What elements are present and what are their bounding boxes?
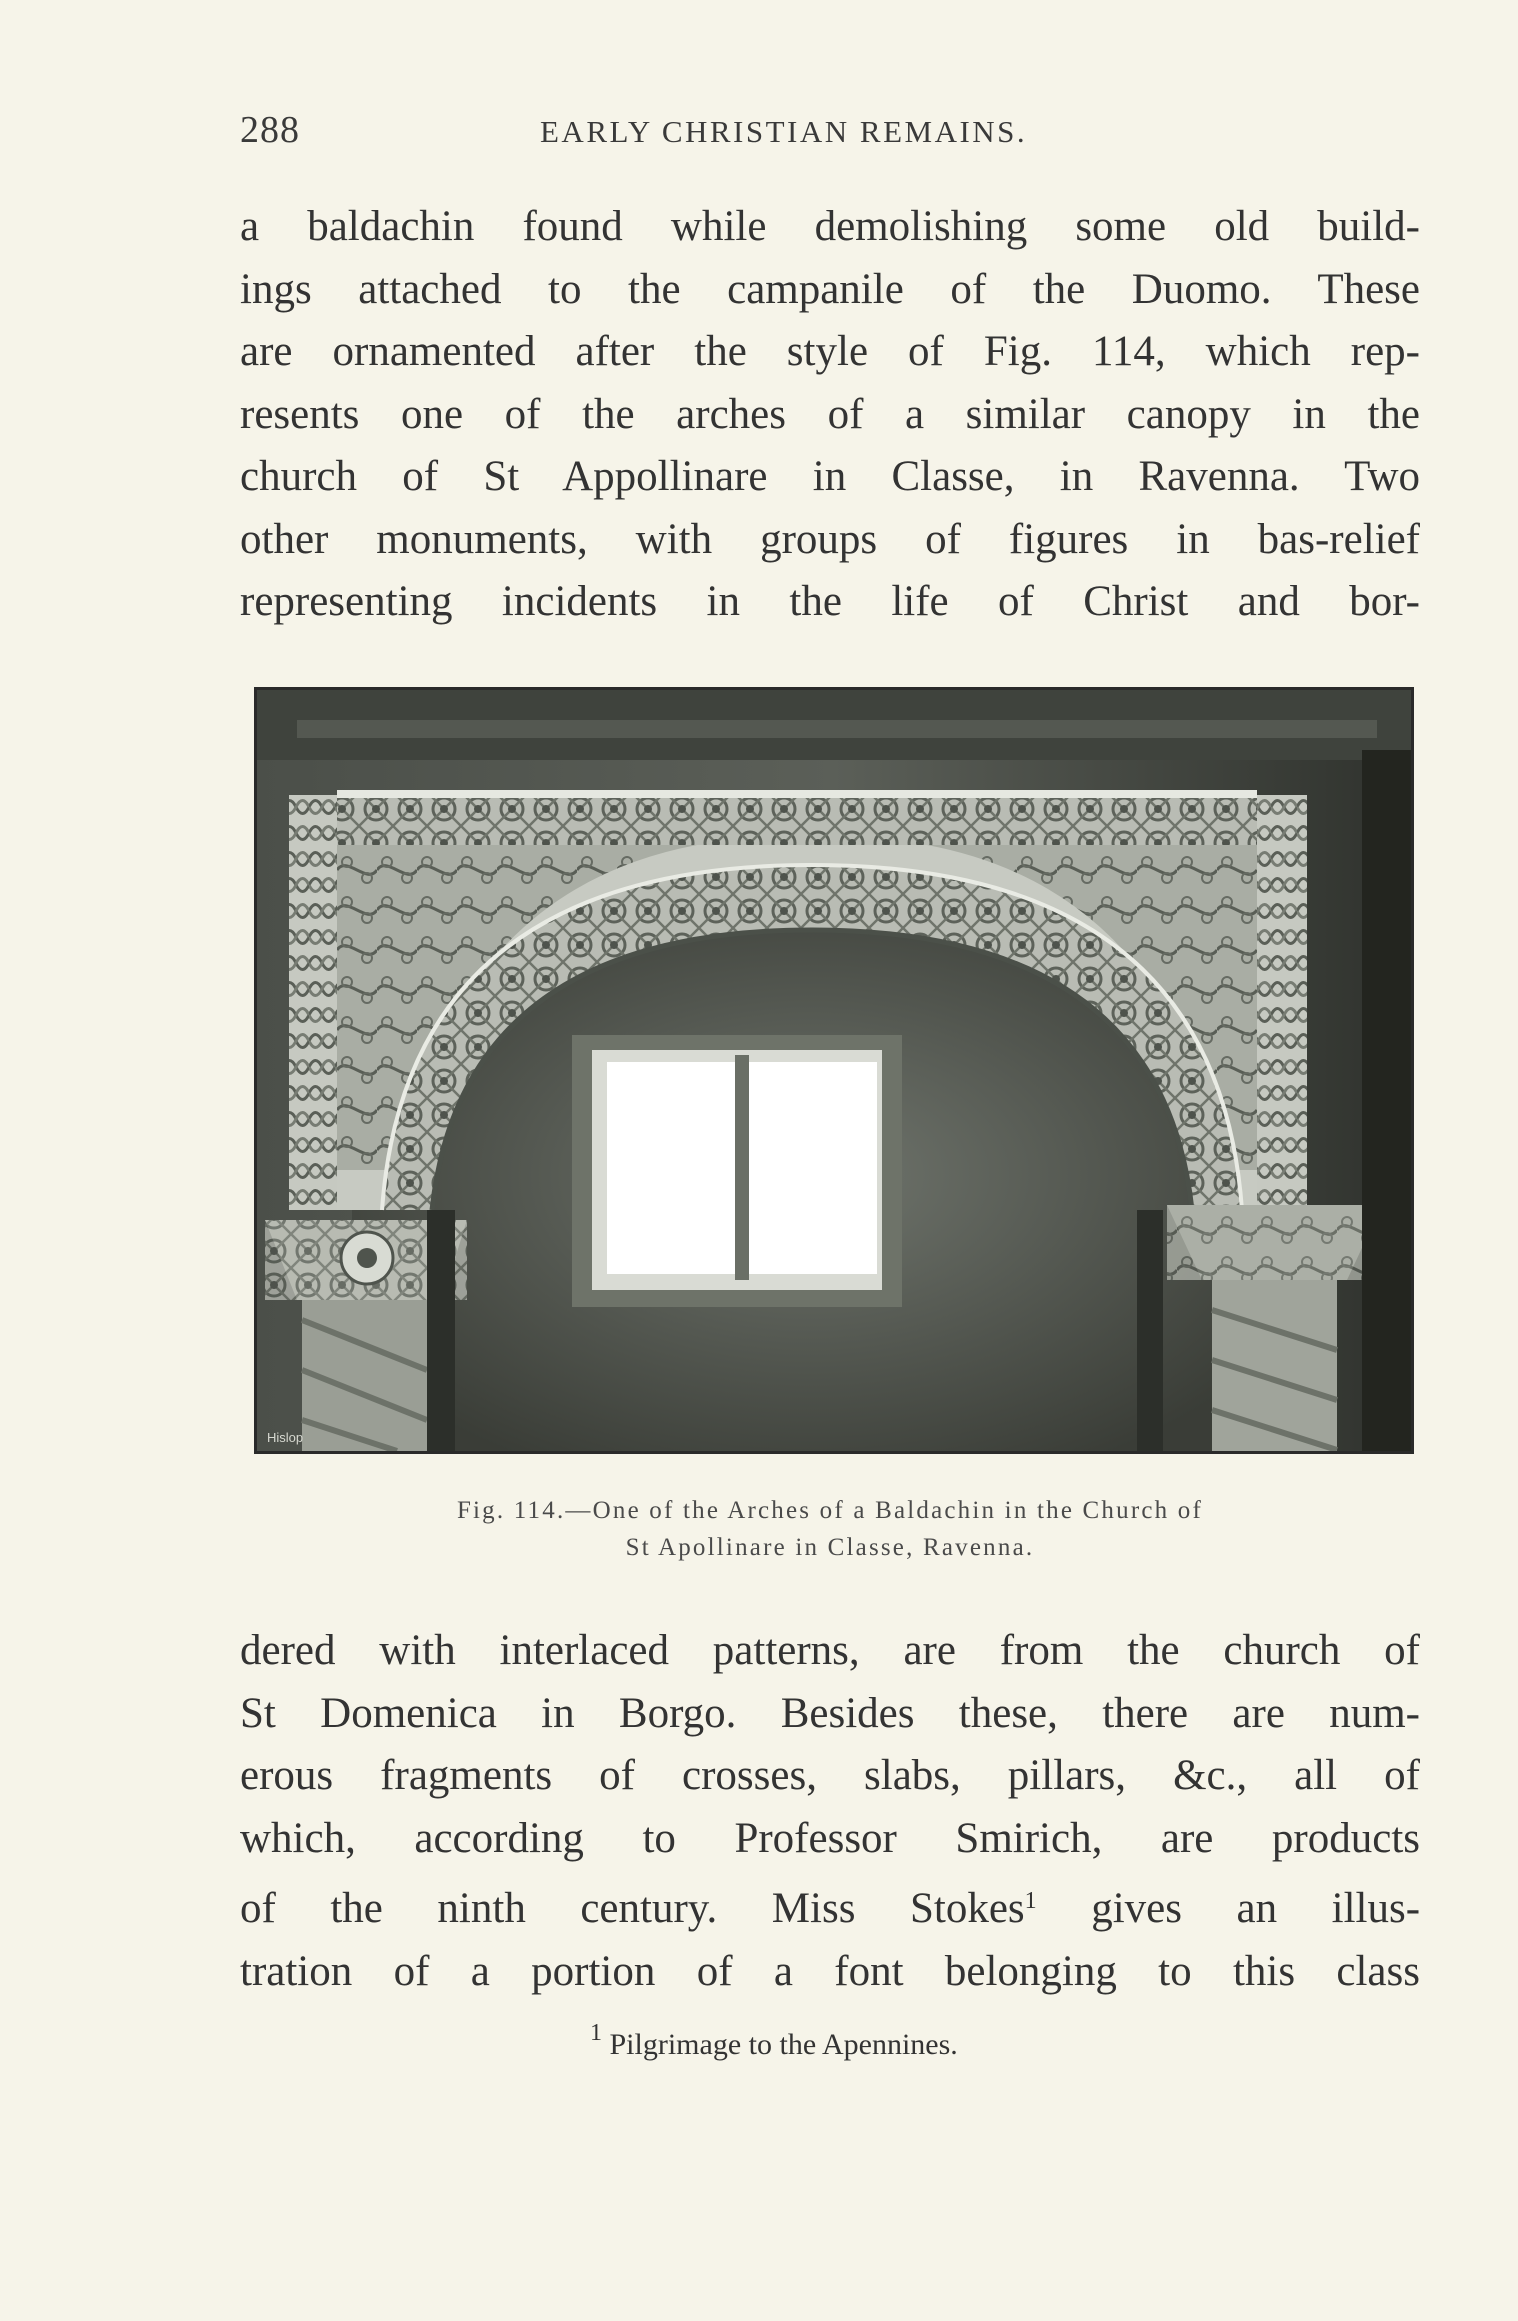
text-line: a baldachin found while demolishing some old build- <box>240 203 1420 250</box>
text-fragment: of the ninth century. Miss Stokes <box>240 1885 1025 1932</box>
figure-caption-line-1: Fig. 114.—One of the Arches of a Baldachin in the Church of <box>456 1497 1204 1524</box>
running-title: EARLY CHRISTIAN REMAINS. <box>540 114 1028 149</box>
footnote-marker: 1 <box>590 2020 602 2046</box>
engraver-signature: Hislop <box>267 1430 304 1445</box>
arch-illustration <box>257 690 1411 1451</box>
text-line: church of St Appollinare in Classe, in Ravenna. Two <box>240 453 1420 500</box>
footnote <box>590 2020 958 2062</box>
text-line: resents one of the arches of a similar canopy in the <box>240 390 1420 438</box>
footnote-text: Pilgrimage to the Apennines. <box>609 2028 958 2061</box>
figure-arch-photograph <box>254 687 1414 1454</box>
text-line-with-footnote-ref <box>240 1870 1420 1941</box>
text-fragment: gives an illus- <box>1091 1885 1421 1932</box>
text-line: representing incidents in the life of Christ and bor- <box>240 578 1420 625</box>
footnote-reference: 1 <box>1024 1888 1037 1914</box>
text-line: erous fragments of crosses, slabs, pillars, &c., all of <box>240 1752 1420 1799</box>
text-line: dered with interlaced patterns, are from the church of <box>240 1627 1420 1674</box>
running-head <box>240 108 1420 158</box>
figure-caption-line-2: St Apollinare in Classe, Ravenna. <box>625 1534 1035 1561</box>
paragraph-top <box>240 196 1420 634</box>
text-line: are ornamented after the style of Fig. 114, which rep- <box>240 328 1420 375</box>
paragraph-bottom <box>240 1620 1420 2003</box>
text-line: tration of a portion of a font belonging to this class <box>240 1947 1420 1995</box>
text-line: ings attached to the campanile of the Duomo. These <box>240 265 1420 313</box>
text-line: other monuments, with groups of figures in bas-relief <box>240 515 1420 563</box>
page-number: 288 <box>240 109 300 151</box>
text-line: which, according to Professor Smirich, are products <box>240 1814 1420 1862</box>
text-line: St Domenica in Borgo. Besides these, there are num- <box>240 1689 1420 1737</box>
